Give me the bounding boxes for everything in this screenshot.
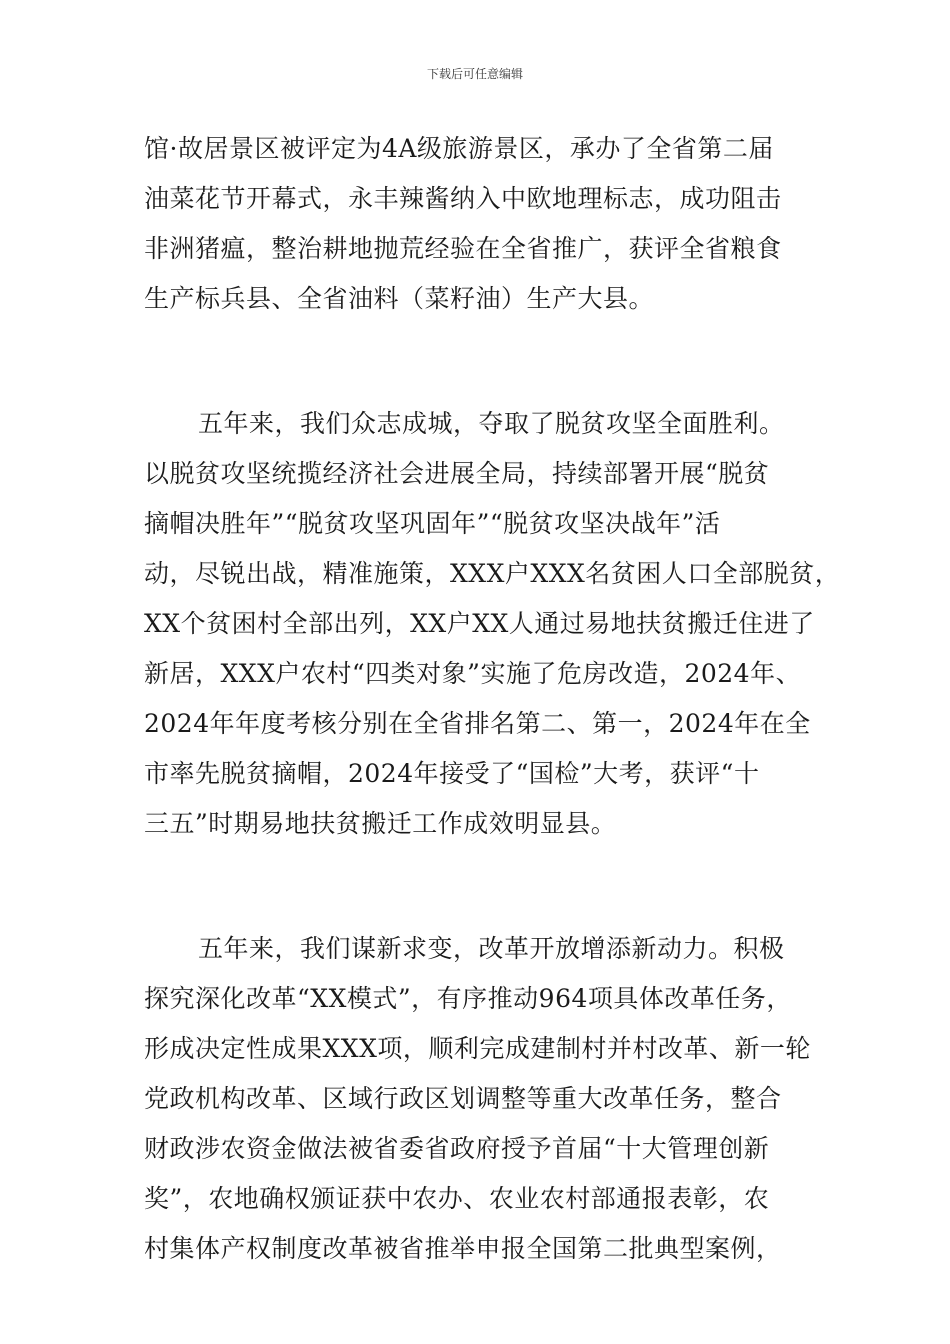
paragraph-line: 五年来，我们众志成城，夺取了脱贫攻坚全面胜利。 (198, 409, 785, 438)
paragraph-line: 油菜花节开幕式，永丰辣酱纳入中欧地理标志，成功阻击 (144, 184, 782, 213)
paragraph-line: 馆·故居景区被评定为4A级旅游景区，承办了全省第二届 (144, 134, 774, 163)
paragraph-line: XX个贫困村全部出列，XX户XX人通过易地扶贫搬迁住进了 (144, 609, 815, 638)
paragraph-line: 村集体产权制度改革被省推举申报全国第二批典型案例， (144, 1234, 782, 1263)
paragraph-line: 2024年年度考核分别在全省排名第二、第一，2024年在全 (144, 709, 811, 738)
paragraph-2 (144, 399, 841, 849)
paragraph-line: 以脱贫攻坚统揽经济社会进展全局，持续部署开展“脱贫 (144, 459, 770, 488)
paragraph-3 (144, 924, 814, 1274)
paragraph-line: 财政涉农资金做法被省委省政府授予首届“十大管理创新 (144, 1134, 770, 1163)
paragraph-line: 非洲猪瘟，整治耕地抛荒经验在全省推广，获评全省粮食 (144, 234, 782, 263)
paragraph-line: 三五”时期易地扶贫搬迁工作成效明显县。 (144, 809, 617, 838)
paragraph-line: 新居，XXX户农村“四类对象”实施了危房改造，2024年、 (144, 659, 802, 688)
paragraph-1 (144, 124, 814, 324)
paragraph-line: 生产标兵县、全省油料（菜籽油）生产大县。 (144, 284, 655, 313)
paragraph-line: 摘帽决胜年”“脱贫攻坚巩固年”“脱贫攻坚决战年”活 (144, 509, 721, 538)
paragraph-line: 市率先脱贫摘帽，2024年接受了“国检”大考，获评“十 (144, 759, 760, 788)
paragraph-line: 奖”，农地确权颁证获中农办、农业农村部通报表彰，农 (144, 1184, 770, 1213)
paragraph-line: 动，尽锐出战，精准施策，XXX户XXX名贫困人口全部脱贫， (144, 559, 841, 588)
document-body (144, 124, 841, 1274)
paragraph-line: 形成决定性成果XXX项，顺利完成建制村并村改革、新一轮 (144, 1034, 811, 1063)
paragraph-line: 党政机构改革、区域行政区划调整等重大改革任务，整合 (144, 1084, 782, 1113)
page-header: 下载后可任意编辑 (426, 67, 523, 81)
paragraph-line: 探究深化改革“XX模式”，有序推动964项具体改革任务， (144, 984, 792, 1013)
paragraph-gap (144, 849, 814, 924)
paragraph-gap (144, 324, 814, 399)
paragraph-line: 五年来，我们谋新求变，改革开放增添新动力。积极 (198, 934, 785, 963)
